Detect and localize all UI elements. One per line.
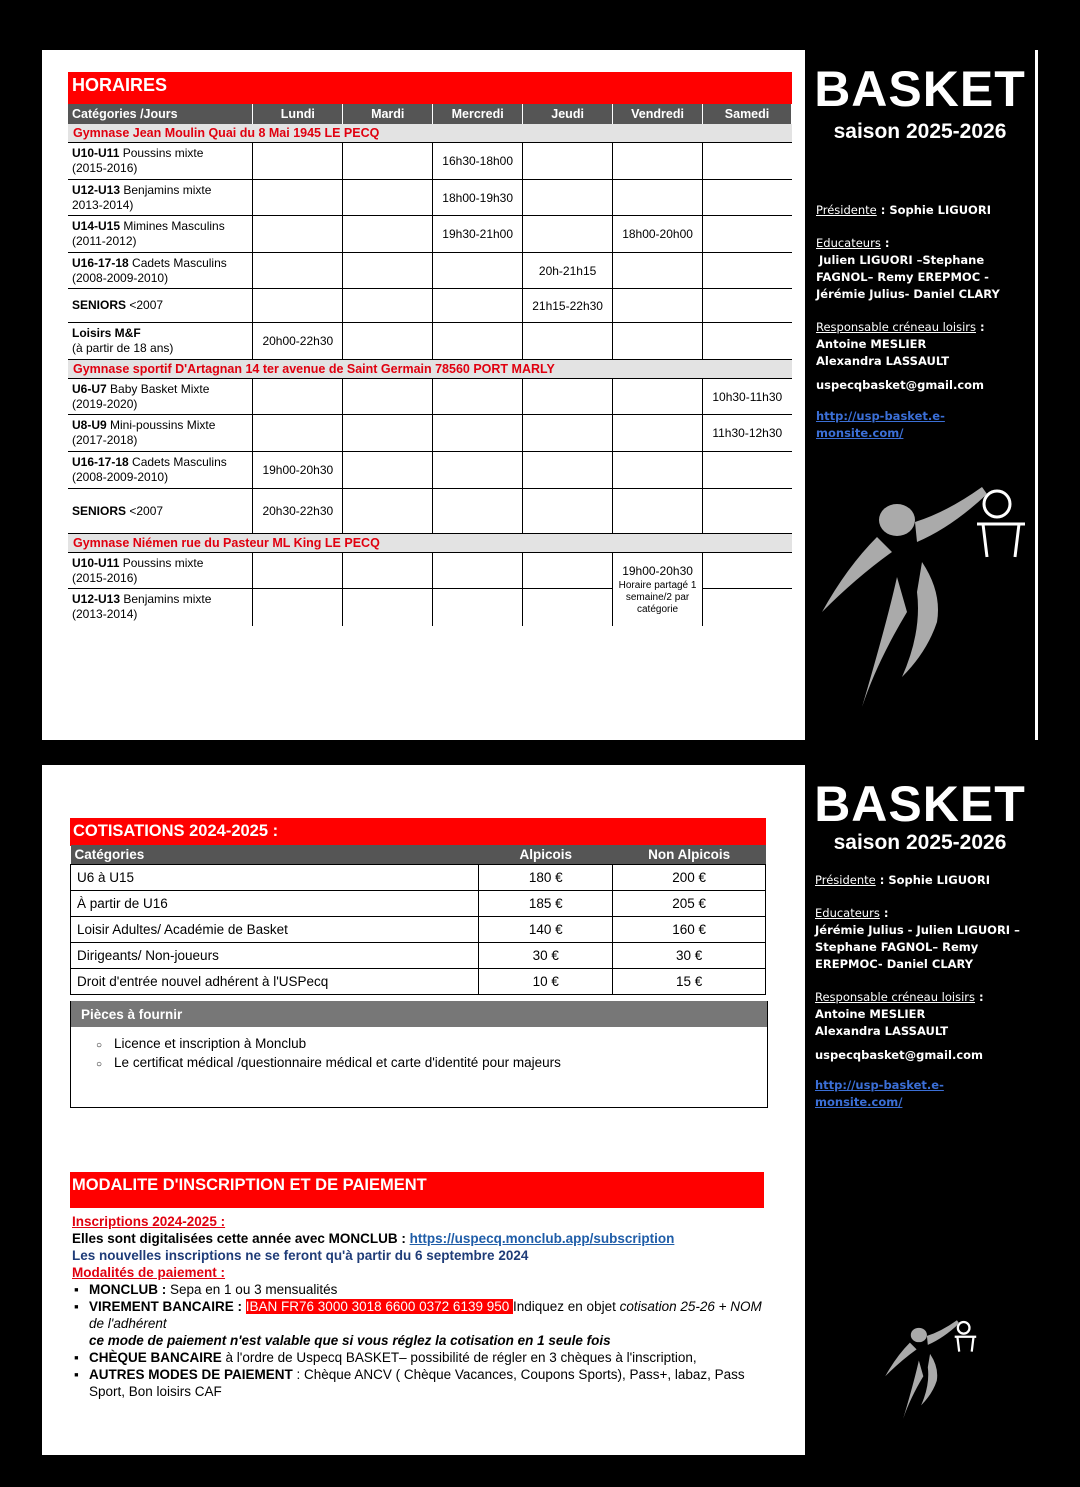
time-slot xyxy=(703,489,792,534)
col-categories: Catégories xyxy=(71,845,479,865)
time-value: 16h30-18h00 xyxy=(442,154,514,168)
category-code: U12-U13 xyxy=(72,592,121,607)
virement-note: ce mode de paiement n'est valable que si vous réglez la cotisation en 1 seule fois xyxy=(89,1333,611,1348)
col-day: Mardi xyxy=(343,104,433,124)
digital-text: Elles sont digitalisées cette année avec MONCLUB : xyxy=(72,1231,410,1246)
category-years: (2019-2020) xyxy=(72,396,138,411)
brand-title: BASKET xyxy=(814,61,1026,117)
season-label: saison 2025-2026 xyxy=(833,120,1007,143)
category-code: U16-17-18 xyxy=(72,255,129,270)
monclub-label: MONCLUB : xyxy=(89,1282,167,1297)
modalite-section xyxy=(72,1213,772,1400)
schedule-row xyxy=(68,323,792,360)
cheque-label: CHÈQUE BANCAIRE xyxy=(89,1350,222,1365)
time-slot xyxy=(433,253,523,289)
time-slot xyxy=(433,323,523,360)
time-slot xyxy=(343,289,433,323)
time-slot xyxy=(523,379,613,415)
time-slot xyxy=(343,379,433,415)
cotisation-row xyxy=(71,865,766,891)
category-code: Loisirs M&F xyxy=(72,326,141,340)
category-years: (2008-2009-2010) xyxy=(72,470,169,484)
time-slot xyxy=(703,253,792,289)
time-slot xyxy=(523,289,613,323)
monclub-link[interactable]: https://uspecq.monclub.app/subscription xyxy=(409,1231,675,1246)
col-categories: Catégories /Jours xyxy=(68,104,253,124)
time-slot xyxy=(703,379,792,415)
time-slot xyxy=(343,216,433,253)
email[interactable]: uspecqbasket@gmail.com xyxy=(815,1048,984,1062)
time-slot xyxy=(613,452,703,489)
time-slot xyxy=(253,143,343,180)
category-years: (2013-2014) xyxy=(72,607,138,622)
alpicois-price: 140 € xyxy=(479,917,613,943)
time-slot xyxy=(523,489,613,534)
time-slot xyxy=(523,452,613,489)
non-alpicois-price: 160 € xyxy=(613,917,766,943)
time-slot xyxy=(433,452,523,489)
pieces-box xyxy=(70,1001,768,1108)
category-name: Benjamins mixte xyxy=(120,182,212,197)
autres-text: : Chèque ANCV ( Chèque Vacances, Coupons Sports), Pass+, labaz, Pass Sport, Bon loisirs CAF xyxy=(89,1367,745,1399)
time-slot xyxy=(523,415,613,452)
educateurs-label: Educateurs xyxy=(815,906,880,920)
time-slot xyxy=(703,289,792,323)
time-slot xyxy=(433,216,523,253)
horaires-page xyxy=(42,50,805,740)
virement-label: VIREMENT BANCAIRE : xyxy=(89,1299,243,1314)
time-slot xyxy=(253,180,343,216)
time-slot xyxy=(703,216,792,253)
category-cell xyxy=(68,323,253,360)
category-cell: U6 à U15 xyxy=(71,865,479,891)
modalite-title: MODALITE D'INSCRIPTION ET DE PAIEMENT xyxy=(70,1172,764,1208)
sidebar-top xyxy=(805,50,1038,740)
col-day: Mercredi xyxy=(433,104,523,124)
presidente-label: Présidente xyxy=(815,873,876,887)
gym-row xyxy=(68,124,792,143)
col-day: Lundi xyxy=(253,104,343,124)
category-name: Cadets Masculins xyxy=(128,455,227,469)
time-slot xyxy=(253,452,343,489)
gym-name: Gymnase sportif D'Artagnan 14 ter avenue de Saint Germain 78560 PORT MARLY xyxy=(68,360,792,379)
category-years: (à partir de 18 ans) xyxy=(72,341,174,355)
time-value: 20h-21h15 xyxy=(538,263,597,278)
time-slot xyxy=(253,489,343,534)
gym-row xyxy=(68,360,792,379)
monclub-text: Sepa en 1 ou 3 mensualités xyxy=(166,1282,338,1297)
category-years: (2015-2016) xyxy=(72,161,138,175)
alpicois-price: 185 € xyxy=(479,891,613,917)
category-cell: Droit d'entrée nouvel adhérent à l'USPecq xyxy=(71,969,479,995)
category-years: (2008-2009-2010) xyxy=(72,270,169,285)
schedule-row xyxy=(68,589,792,626)
time-value: 19h00-20h30 xyxy=(622,563,693,578)
category-cell xyxy=(68,452,253,489)
brand-title: BASKET xyxy=(814,776,1026,832)
inscriptions-label: Inscriptions 2024-2025 : xyxy=(72,1214,226,1229)
cotisations-title: COTISATIONS 2024-2025 : xyxy=(70,818,766,846)
time-value: 18h00-19h30 xyxy=(442,190,514,205)
contact-info: Présidente : Sophie LIGUORI Educateurs : Jérémie Julius - Julien LIGUORI –Stephane FAGNOL– Remy EREPMOC- Daniel CLARY Responsable créneau loisirs : Antoine MESLIER Alexandra LASSAULT uspecqbasket@gmail.com http://usp-basket.e-monsite.com/ xyxy=(815,872,1030,1111)
website-link[interactable]: http://usp-basket.e-monsite.com/ xyxy=(815,1078,944,1109)
time-slot xyxy=(253,323,343,360)
educateurs-label: Educateurs xyxy=(816,236,881,250)
category-years: (2011-2012) xyxy=(72,234,137,248)
category-name: Mimines Masculins xyxy=(120,219,225,233)
time-slot xyxy=(703,589,792,626)
alpicois-price: 180 € xyxy=(479,865,613,891)
time-slot xyxy=(433,143,523,180)
virement-text: Indiquez en objet xyxy=(513,1299,620,1314)
category-name: Benjamins mixte xyxy=(120,592,212,607)
schedule-row xyxy=(68,379,792,415)
payment-autres xyxy=(89,1366,772,1400)
time-slot xyxy=(703,323,792,360)
resp-label: Responsable créneau loisirs xyxy=(815,990,975,1004)
category-years: 2013-2014) xyxy=(72,197,134,212)
category-code: U12-U13 xyxy=(72,182,121,197)
col-day: Samedi xyxy=(703,104,792,124)
category-code: U16-17-18 xyxy=(72,455,129,469)
time-slot xyxy=(343,180,433,216)
presidente-name: Sophie LIGUORI xyxy=(888,873,990,887)
category-code: U8-U9 xyxy=(72,418,107,432)
time-value: 20h00-22h30 xyxy=(262,334,334,348)
time-slot xyxy=(613,289,703,323)
col-alpicois: Alpicois xyxy=(479,845,613,865)
payment-virement xyxy=(89,1298,772,1349)
iban-value: IBAN FR76 3000 3018 6600 0372 6139 950 xyxy=(245,1299,513,1314)
new-inscriptions-text: Les nouvelles inscriptions ne se feront qu'à partir du 6 septembre 2024 xyxy=(72,1248,529,1263)
time-slot xyxy=(523,553,613,589)
category-name: Poussins mixte xyxy=(119,146,204,160)
category-name: Baby Basket Mixte xyxy=(106,381,210,396)
category-years: (2015-2016) xyxy=(72,570,138,585)
time-slot xyxy=(343,253,433,289)
email[interactable]: uspecqbasket@gmail.com xyxy=(816,378,985,392)
category-cell xyxy=(68,180,253,216)
category-cell xyxy=(68,379,253,415)
category-cell xyxy=(68,253,253,289)
time-slot xyxy=(253,415,343,452)
time-slot xyxy=(253,379,343,415)
shared-schedule-note: Horaire partagé 1 semaine/2 par catégorie xyxy=(618,579,697,615)
alpicois-price: 30 € xyxy=(479,943,613,969)
time-slot xyxy=(253,589,343,626)
category-name: <2007 xyxy=(126,503,164,518)
category-cell xyxy=(68,289,253,323)
category-name: <2007 xyxy=(126,298,164,312)
website-link[interactable]: http://usp-basket.e-monsite.com/ xyxy=(816,409,945,440)
cotisation-row xyxy=(71,917,766,943)
category-name: Poussins mixte xyxy=(119,555,204,570)
time-slot xyxy=(613,489,703,534)
category-years: (2017-2018) xyxy=(72,433,138,447)
col-non-alpicois: Non Alpicois xyxy=(613,845,766,865)
piece-item: ○ Licence et inscription à Monclub xyxy=(96,1035,767,1054)
category-cell xyxy=(68,553,253,589)
gym-name: Gymnase Niémen rue du Pasteur ML King LE PECQ xyxy=(68,534,792,553)
time-slot xyxy=(613,415,703,452)
time-slot xyxy=(433,379,523,415)
time-slot xyxy=(703,180,792,216)
time-slot xyxy=(523,180,613,216)
time-slot xyxy=(613,216,703,253)
cotisation-row xyxy=(71,969,766,995)
category-code: U10-U11 xyxy=(72,555,120,570)
time-value: 21h15-22h30 xyxy=(532,298,603,313)
category-code: SENIORS xyxy=(72,298,127,312)
time-slot xyxy=(523,143,613,180)
time-value: 10h30-11h30 xyxy=(712,389,783,404)
time-slot xyxy=(433,489,523,534)
time-slot xyxy=(433,553,523,589)
gym-name: Gymnase Jean Moulin Quai du 8 Mai 1945 LE PECQ xyxy=(68,124,792,143)
piece-item: ○ Le certificat médical /questionnaire médical et carte d'identité pour majeurs xyxy=(96,1054,767,1073)
time-slot xyxy=(613,143,703,180)
basketball-player-icon xyxy=(883,1317,978,1422)
cotisations-table xyxy=(70,845,766,995)
time-slot xyxy=(433,180,523,216)
category-cell: À partir de U16 xyxy=(71,891,479,917)
cotisation-row xyxy=(71,891,766,917)
virement-italic: cotisation 25-26 + NOM de l'adhérent xyxy=(89,1299,762,1331)
time-slot xyxy=(253,253,343,289)
pieces-title: Pièces à fournir xyxy=(71,1001,767,1027)
col-day: Jeudi xyxy=(523,104,613,124)
category-name: Mini-poussins Mixte xyxy=(106,418,216,432)
resp-name-1: Antoine MESLIER xyxy=(816,337,927,351)
educateurs-names: Jérémie Julius - Julien LIGUORI –Stephane FAGNOL– Remy EREPMOC- Daniel CLARY xyxy=(815,923,1020,971)
presidente-label: Présidente xyxy=(816,203,877,217)
time-slot xyxy=(523,589,613,626)
category-code: U14-U15 xyxy=(72,219,121,233)
autres-label: AUTRES MODES DE PAIEMENT xyxy=(89,1367,293,1382)
schedule-row xyxy=(68,216,792,253)
time-slot xyxy=(343,553,433,589)
time-slot xyxy=(523,253,613,289)
non-alpicois-price: 200 € xyxy=(613,865,766,891)
schedule-table xyxy=(68,104,792,626)
cheque-text: à l'ordre de Uspecq BASKET– possibilité de régler en 3 chèques à l'inscription, xyxy=(221,1350,697,1365)
time-slot xyxy=(613,379,703,415)
payment-cheque xyxy=(89,1349,772,1366)
category-code: U6-U7 xyxy=(72,381,107,396)
time-slot xyxy=(613,323,703,360)
educateurs-names: Julien LIGUORI –Stephane FAGNOL– Remy EREPMOC - Jérémie Julius- Daniel CLARY xyxy=(816,253,1000,301)
time-slot xyxy=(343,452,433,489)
time-slot xyxy=(253,216,343,253)
time-slot xyxy=(433,415,523,452)
non-alpicois-price: 205 € xyxy=(613,891,766,917)
category-cell xyxy=(68,589,253,626)
category-cell xyxy=(68,415,253,452)
category-cell: Dirigeants/ Non-joueurs xyxy=(71,943,479,969)
category-cell xyxy=(68,216,253,253)
modalites-label: Modalités de paiement : xyxy=(72,1265,226,1280)
schedule-row xyxy=(68,489,792,534)
time-slot xyxy=(523,323,613,360)
category-cell xyxy=(68,143,253,180)
basketball-player-icon xyxy=(817,482,1029,712)
category-code: U10-U11 xyxy=(72,146,120,160)
schedule-row xyxy=(68,415,792,452)
time-slot xyxy=(343,323,433,360)
time-slot xyxy=(343,415,433,452)
time-slot xyxy=(523,216,613,253)
col-day: Vendredi xyxy=(613,104,703,124)
category-code: SENIORS xyxy=(72,503,127,518)
category-name: Cadets Masculins xyxy=(128,255,227,270)
schedule-row xyxy=(68,452,792,489)
time-slot xyxy=(613,579,703,626)
category-cell xyxy=(68,489,253,534)
time-slot xyxy=(343,143,433,180)
time-slot xyxy=(433,289,523,323)
payment-monclub xyxy=(89,1281,772,1298)
time-slot xyxy=(703,143,792,180)
gym-row xyxy=(68,534,792,553)
resp-name-2: Alexandra LASSAULT xyxy=(816,354,950,368)
cotisation-row xyxy=(71,943,766,969)
resp-label: Responsable créneau loisirs xyxy=(816,320,976,334)
time-value: 11h30-12h30 xyxy=(712,426,783,440)
time-slot xyxy=(703,415,792,452)
schedule-row xyxy=(68,143,792,180)
time-slot xyxy=(613,180,703,216)
resp-name-2: Alexandra LASSAULT xyxy=(815,1024,949,1038)
schedule-row xyxy=(68,289,792,323)
schedule-row xyxy=(68,253,792,289)
non-alpicois-price: 30 € xyxy=(613,943,766,969)
time-slot xyxy=(343,589,433,626)
time-slot xyxy=(253,553,343,589)
resp-name-1: Antoine MESLIER xyxy=(815,1007,926,1021)
horaires-title: HORAIRES xyxy=(68,72,792,104)
non-alpicois-price: 15 € xyxy=(613,969,766,995)
alpicois-price: 10 € xyxy=(479,969,613,995)
sidebar-bottom xyxy=(805,765,1035,1455)
time-slot xyxy=(703,553,792,589)
time-value: 20h30-22h30 xyxy=(262,504,334,518)
time-slot xyxy=(703,452,792,489)
contact-info: Présidente : Sophie LIGUORI Educateurs : Julien LIGUORI –Stephane FAGNOL– Remy EREPMOC - Jérémie Julius- Daniel CLARY Responsable créneau loisirs : Antoine MESLIER Alexandra LASSAULT uspecqbasket@gmail.com http://usp-basket.e-monsite.com/ xyxy=(816,202,1031,442)
category-cell: Loisir Adultes/ Académie de Basket xyxy=(71,917,479,943)
time-slot xyxy=(613,253,703,289)
cotisations-page xyxy=(42,765,805,1455)
time-slot xyxy=(253,289,343,323)
time-value: 19h30-21h00 xyxy=(442,227,514,241)
presidente-name: Sophie LIGUORI xyxy=(889,203,991,217)
time-value: 19h00-20h30 xyxy=(262,463,334,477)
time-value: 18h00-20h00 xyxy=(622,227,693,241)
schedule-row xyxy=(68,180,792,216)
time-slot xyxy=(343,489,433,534)
season-label: saison 2025-2026 xyxy=(833,831,1007,854)
time-slot xyxy=(433,589,523,626)
